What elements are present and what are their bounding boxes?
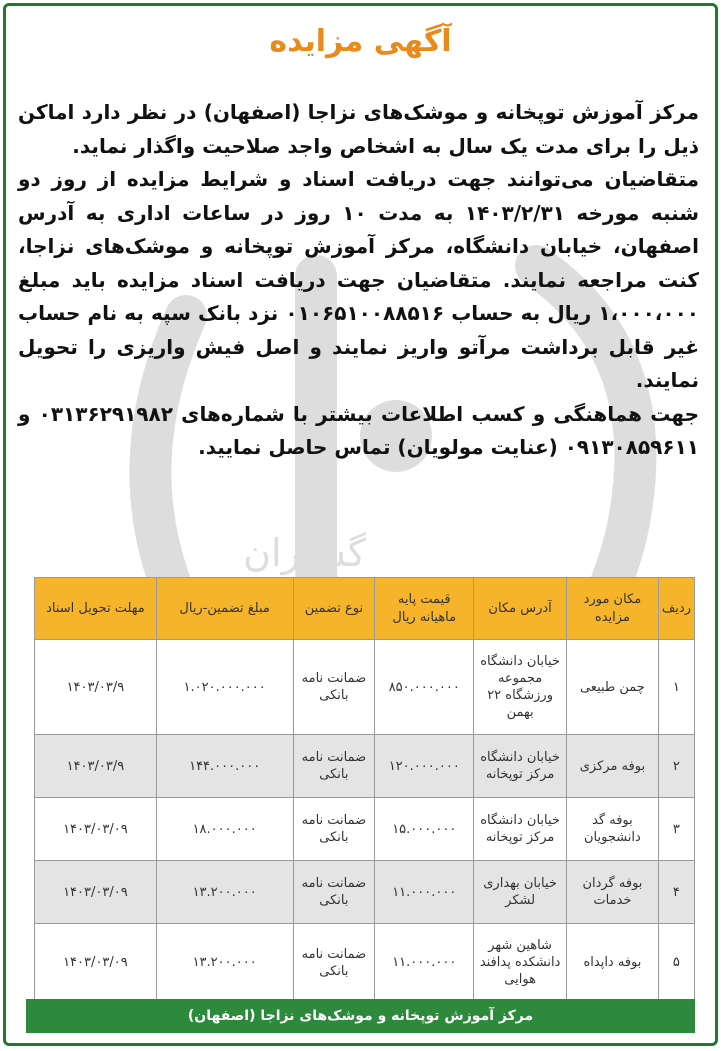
cell-deadline: ۱۴۰۳/۰۳/۹	[35, 640, 157, 735]
table-row	[35, 735, 695, 798]
cell-guarantee-amount: ۱۳.۲۰۰.۰۰۰	[156, 924, 293, 1002]
cell-guarantee-type: ضمانت نامه بانکی	[293, 861, 375, 924]
header-row-number: ردیف	[658, 578, 694, 640]
page-title: آگهی مزایده	[269, 24, 452, 59]
cell-guarantee-amount: ۱۳.۲۰۰.۰۰۰	[156, 861, 293, 924]
table-row	[35, 640, 695, 735]
cell-guarantee-amount: ۱.۰۲۰.۰۰۰.۰۰۰	[156, 640, 293, 735]
cell-base-price: ۸۵۰.۰۰۰.۰۰۰	[375, 640, 474, 735]
announcement-body	[18, 96, 699, 465]
cell-row-number: ۵	[658, 924, 694, 1002]
advertisement-frame	[3, 3, 718, 1046]
watermark-text: گستران	[243, 531, 366, 575]
cell-place: بوفه گد دانشجویان	[567, 798, 659, 861]
table-row	[35, 798, 695, 861]
cell-place: بوفه گردان خدمات	[567, 861, 659, 924]
cell-guarantee-type: ضمانت نامه بانکی	[293, 924, 375, 1002]
cell-deadline: ۱۴۰۳/۰۳/۰۹	[35, 861, 157, 924]
header-place: مکان مورد مزایده	[567, 578, 659, 640]
cell-place: بوفه داپداه	[567, 924, 659, 1002]
header-guarantee-amount: مبلغ تضمین-ریال	[156, 578, 293, 640]
header-guarantee-type: نوع تضمین	[293, 578, 375, 640]
table-row	[35, 924, 695, 1002]
cell-address: خیابان بهداری لشکر	[474, 861, 567, 924]
cell-row-number: ۱	[658, 640, 694, 735]
cell-address: خیابان دانشگاه مرکز توپخانه	[474, 735, 567, 798]
auction-table	[34, 577, 695, 1002]
paragraph-conditions: متقاضیان می‌توانند جهت دریافت اسناد و شرایط مزایده از روز دو شنبه مورخه ۱۴۰۳/۲/۳۱ به مدت ۱۰ روز در ساعات اداری به آدرس اصفهان، خیابان دانشگاه، مرکز آموزش توپخانه و موشک‌های نزاجا، کنت مراجعه نمایند. متقاضیان جهت دریافت اسناد مزایده باید مبلغ ۱،۰۰۰،۰۰۰ ریال به حساب ۰۱۰۶۵۱۰۰۸۸۵۱۶ نزد بانک سپه به نام حساب غیر قابل برداشت مرآتو واریز نمایند و اصل فیش واریزی را تحویل نمایند.	[18, 167, 700, 392]
cell-address: شاهین شهر دانشکده پدافند هوایی	[474, 924, 567, 1002]
cell-address: خیابان دانشگاه مرکز توپخانه	[474, 798, 567, 861]
cell-row-number: ۲	[658, 735, 694, 798]
paragraph-contact: جهت هماهنگی و کسب اطلاعات بیشتر با شماره‌های ۰۳۱۳۶۲۹۱۹۸۲ و ۰۹۱۳۰۸۵۹۶۱۱ (عنایت مولویان) تماس حاصل نمایید.	[18, 401, 699, 459]
cell-row-number: ۳	[658, 798, 694, 861]
header-base-price: قیمت پایه ماهیانه ریال	[375, 578, 474, 640]
cell-guarantee-type: ضمانت نامه بانکی	[293, 735, 375, 798]
header-deadline: مهلت تحویل اسناد	[35, 578, 157, 640]
cell-deadline: ۱۴۰۳/۰۳/۰۹	[35, 924, 157, 1002]
cell-guarantee-amount: ۱۸.۰۰۰.۰۰۰	[156, 798, 293, 861]
cell-place: بوفه مرکزی	[567, 735, 659, 798]
footer-banner: مرکز آموزش توپخانه و موشک‌های نزاجا (اصفهان)	[26, 999, 695, 1033]
table-row	[35, 861, 695, 924]
auction-table-wrapper	[34, 577, 695, 1002]
cell-base-price: ۱۵.۰۰۰.۰۰۰	[375, 798, 474, 861]
cell-place: چمن طبیعی	[567, 640, 659, 735]
cell-row-number: ۴	[658, 861, 694, 924]
cell-address: خیابان دانشگاه مجموعه ورزشگاه ۲۲ بهمن	[474, 640, 567, 735]
paragraph-intro: مرکز آموزش توپخانه و موشک‌های نزاجا (اصفهان) در نظر دارد اماکن ذیل را برای مدت یک سال به اشخاص واجد صلاحیت واگذار نماید.	[18, 100, 699, 158]
cell-guarantee-type: ضمانت نامه بانکی	[293, 640, 375, 735]
cell-guarantee-amount: ۱۴۴.۰۰۰.۰۰۰	[156, 735, 293, 798]
cell-deadline: ۱۴۰۳/۰۳/۰۹	[35, 798, 157, 861]
cell-deadline: ۱۴۰۳/۰۳/۹	[35, 735, 157, 798]
table-header-row	[35, 578, 695, 640]
cell-base-price: ۱۱.۰۰۰.۰۰۰	[375, 861, 474, 924]
cell-base-price: ۱۲۰.۰۰۰.۰۰۰	[375, 735, 474, 798]
header-address: آدرس مکان	[474, 578, 567, 640]
cell-guarantee-type: ضمانت نامه بانکی	[293, 798, 375, 861]
cell-base-price: ۱۱.۰۰۰.۰۰۰	[375, 924, 474, 1002]
